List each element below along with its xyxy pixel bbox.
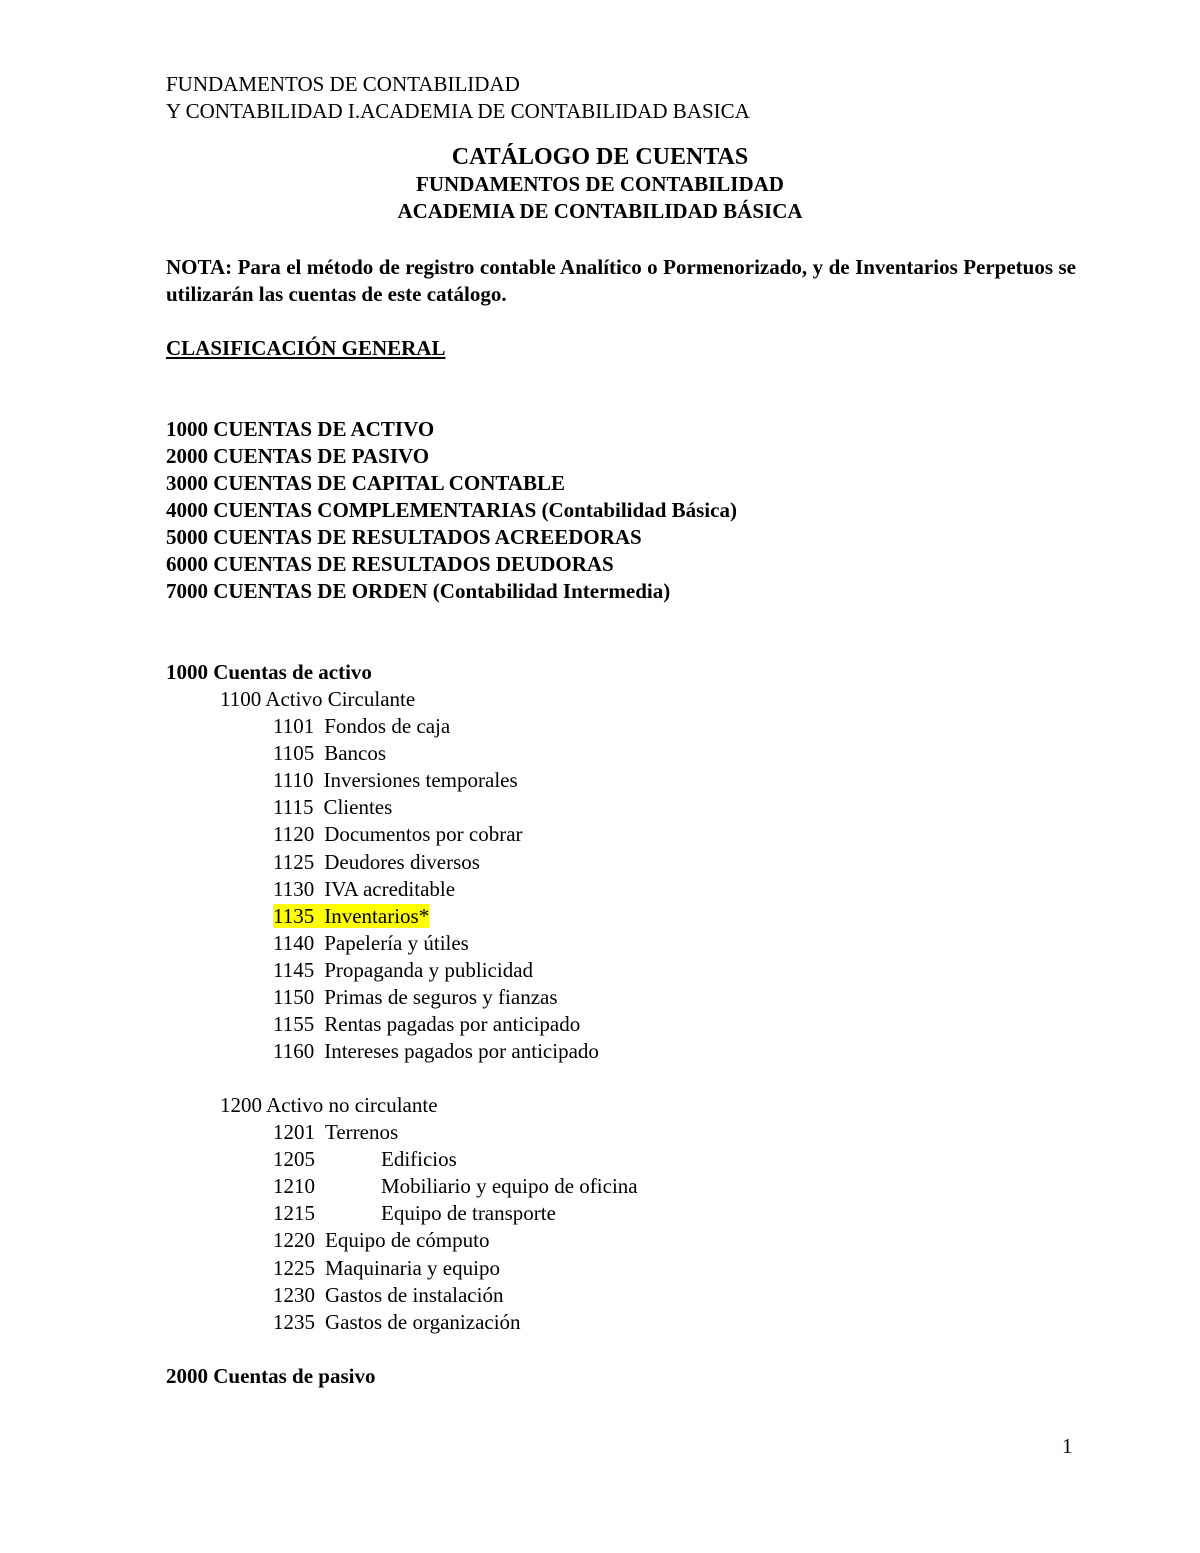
account-label: Rentas pagadas por anticipado bbox=[324, 1012, 581, 1037]
account-label: Bancos bbox=[324, 741, 387, 766]
document-title: CATÁLOGO DE CUENTAS bbox=[451, 144, 749, 170]
account-label: Maquinaria y equipo bbox=[325, 1255, 500, 1280]
account-code: 1220 bbox=[273, 1228, 315, 1253]
highlight-mark bbox=[273, 904, 429, 928]
account-code: 1235 bbox=[273, 1309, 315, 1334]
account-row bbox=[273, 1173, 638, 1200]
header-line-1: FUNDAMENTOS DE CONTABILIDAD bbox=[166, 72, 520, 96]
account-code: 1135 bbox=[273, 903, 315, 928]
account-code: 1150 bbox=[273, 985, 315, 1009]
account-label: Deudores diversos bbox=[324, 849, 480, 874]
account-label: Edificios bbox=[381, 1147, 457, 1172]
account-label: Fondos de caja bbox=[324, 714, 451, 738]
account-row bbox=[273, 1255, 500, 1282]
account-label: Inversiones temporales bbox=[323, 768, 518, 793]
account-code: 1105 bbox=[273, 741, 315, 766]
account-row bbox=[273, 1011, 580, 1038]
account-row bbox=[273, 1309, 521, 1336]
account-row bbox=[273, 1119, 398, 1146]
group-item: 3000 CUENTAS DE CAPITAL CONTABLE bbox=[166, 471, 566, 495]
document-subtitle-1: FUNDAMENTOS DE CONTABILIDAD bbox=[416, 172, 784, 196]
title-block bbox=[0, 142, 1200, 225]
account-label: Equipo de cómputo bbox=[325, 1228, 490, 1253]
group-item: 6000 CUENTAS DE RESULTADOS DEUDORAS bbox=[166, 552, 614, 576]
account-row bbox=[273, 984, 558, 1011]
account-code: 1215 bbox=[273, 1201, 315, 1226]
group-item: 4000 CUENTAS COMPLEMENTARIAS (Contabilidad Básica) bbox=[166, 498, 737, 522]
account-code: 1110 bbox=[273, 768, 314, 793]
account-label: Primas de seguros y fianzas bbox=[324, 985, 558, 1009]
account-row bbox=[273, 713, 450, 740]
account-code: 1155 bbox=[273, 1012, 315, 1037]
account-row bbox=[273, 1282, 503, 1309]
account-code: 1145 bbox=[273, 957, 315, 982]
account-label: Gastos de instalación bbox=[325, 1282, 504, 1307]
account-label: Clientes bbox=[323, 795, 393, 820]
account-label: Papelería y útiles bbox=[324, 930, 469, 955]
account-code: 1125 bbox=[273, 849, 315, 874]
account-row bbox=[273, 903, 429, 930]
account-label: Gastos de organización bbox=[325, 1309, 521, 1334]
activo-heading: 1000 Cuentas de activo bbox=[166, 660, 372, 684]
clasificacion-heading: CLASIFICACIÓN GENERAL bbox=[166, 336, 446, 360]
account-label: Terrenos bbox=[325, 1120, 399, 1144]
account-row bbox=[273, 876, 455, 903]
account-label: Mobiliario y equipo de oficina bbox=[381, 1174, 638, 1199]
account-row bbox=[273, 767, 518, 794]
account-code: 1230 bbox=[273, 1282, 315, 1307]
group-item: 5000 CUENTAS DE RESULTADOS ACREEDORAS bbox=[166, 525, 642, 549]
account-row bbox=[273, 1146, 457, 1173]
account-label: Equipo de transporte bbox=[381, 1201, 556, 1226]
account-row bbox=[273, 794, 392, 821]
account-code: 1225 bbox=[273, 1255, 315, 1280]
nota-paragraph: NOTA: Para el método de registro contable Analítico o Pormenorizado, y de Inventarios Perpetuos se utilizarán las cuentas de este catálogo. bbox=[166, 255, 1076, 306]
account-label: Documentos por cobrar bbox=[324, 822, 523, 847]
account-code: 1101 bbox=[273, 714, 315, 738]
account-row bbox=[273, 821, 523, 848]
account-code: 1140 bbox=[273, 930, 315, 955]
account-code: 1201 bbox=[273, 1120, 315, 1144]
account-code: 1205 bbox=[273, 1147, 315, 1172]
account-code: 1210 bbox=[273, 1174, 315, 1199]
no-circulante-heading: 1200 Activo no circulante bbox=[220, 1093, 438, 1117]
account-code: 1120 bbox=[273, 822, 315, 847]
account-row bbox=[273, 930, 469, 957]
account-label: IVA acreditable bbox=[324, 876, 456, 901]
document-subtitle-2: ACADEMIA DE CONTABILIDAD BÁSICA bbox=[397, 199, 803, 223]
group-list bbox=[166, 416, 737, 605]
account-code: 1115 bbox=[273, 795, 314, 820]
account-label: Inventarios* bbox=[324, 903, 430, 928]
group-item: 2000 CUENTAS DE PASIVO bbox=[166, 444, 430, 468]
account-code: 1130 bbox=[273, 876, 315, 901]
pasivo-heading: 2000 Cuentas de pasivo bbox=[166, 1364, 376, 1388]
circulante-heading: 1100 Activo Circulante bbox=[220, 687, 416, 711]
account-row bbox=[273, 740, 386, 767]
page-number: 1 bbox=[1062, 1434, 1073, 1458]
account-row bbox=[273, 957, 533, 984]
account-row bbox=[273, 1200, 556, 1227]
account-row bbox=[273, 849, 480, 876]
account-label: Intereses pagados por anticipado bbox=[324, 1039, 599, 1064]
running-header bbox=[166, 71, 750, 125]
account-row bbox=[273, 1038, 599, 1065]
group-item: 1000 CUENTAS DE ACTIVO bbox=[166, 417, 435, 441]
group-item: 7000 CUENTAS DE ORDEN (Contabilidad Intermedia) bbox=[166, 579, 671, 603]
account-label: Propaganda y publicidad bbox=[324, 957, 534, 982]
header-line-2: Y CONTABILIDAD I.ACADEMIA DE CONTABILIDAD BASICA bbox=[166, 99, 750, 123]
account-code: 1160 bbox=[273, 1039, 315, 1064]
account-row bbox=[273, 1227, 489, 1254]
